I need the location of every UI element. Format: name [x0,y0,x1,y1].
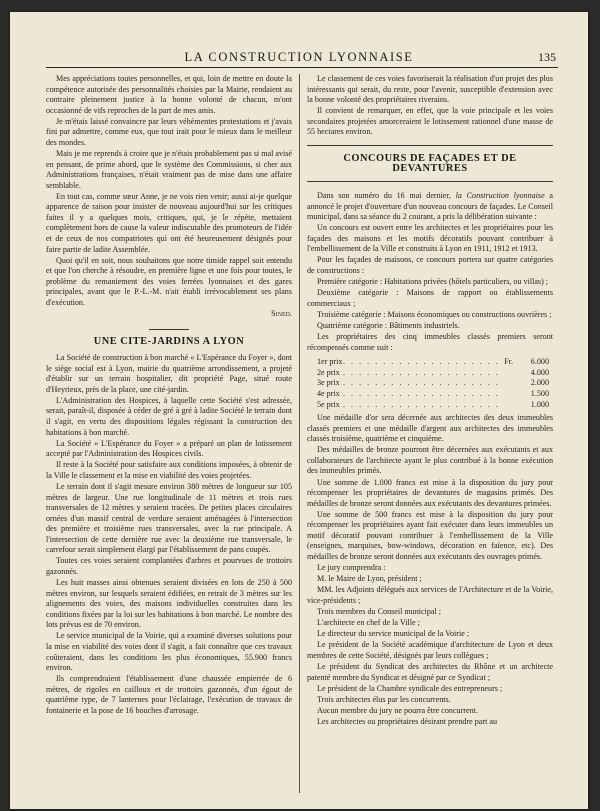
right-column [307,74,553,795]
journal-name-italic: la Construction lyonnaise [455,190,545,200]
article-title-cite-jardins: UNE CITE-JARDINS A LYON [93,335,245,347]
paragraph: Le service municipal de la Voirie, qui a examiné diverses solutions pour la mise en viabilité des voies dont il s'agit, a fait connaître que ces travaux coûteraient, dans les conditions les plus économiques, 55.900 francs environ. [46,631,292,673]
paragraph: Une somme de 500 francs est mise à la disposition du jury pour récompenser les propriétaires ayant fait exécuter dans leurs immeubles un motif décoratif pouvant contribuer à l'embellissement de la Ville (enseignes, marquises, bow-windows, décoration en faïence, etc). Des médailles de bronze seront données aux exécutants des ouvrages primés. [307,509,553,561]
header-rule [46,67,558,68]
prize-row [307,357,553,368]
paragraph: Les architectes ou propriétaires désirant prendre part au [317,717,498,727]
paragraph: Une médaille d'or sera décernée aux architectes des deux immeubles classés premiers et une médaille d'argent aux architectes des immeubles classés troisième, quatrième et cinquième. [307,413,553,444]
prize-rank: 4e prix [317,388,340,398]
paragraph: L'Administration des Hospices, à laquelle cette Société s'est adressée, serait, paraît-il, disposée à céder de gré à gré à ladite Société le terrain dont il s'agit, en vertu des dispositions légales régissant la construction des habitations à bon marché. [46,395,292,437]
paragraph: Des médailles de bronze pourront être décernées aux exécutants et aux collaborateurs de l'architecte ayant le plus contribué à la bonne exécution des immeubles primés. [307,445,553,476]
paragraph: Les propriétaires des cinq immeubles classés premiers seront récompensés comme suit : [307,332,553,352]
prize-list [307,357,553,410]
leader-dots [343,378,499,389]
paragraph: Première catégorie : Habitations privées (hôtels particuliers, ou villas) ; [317,277,549,287]
intro-text-end: a annoncé le projet d'ouverture d'un nouveau concours de façades. Le Conseil municipal, dans sa séance du 2 courant, a pris la délibération suivante : [307,190,553,222]
article-title-concours: CONCOURS DE FAÇADES ET DE DEVANTURES [343,152,517,175]
paragraph: Deuxième catégorie : Maisons de rapport ou établissements commerciaux ; [307,288,553,308]
paragraph: Le jury comprendra : [317,563,386,573]
paragraph: Troisième catégorie : Maisons économiques ou constructions ouvrières ; [317,309,552,319]
paragraph: Trois membres du Conseil municipal ; [317,607,442,617]
intro-paragraph [307,191,553,223]
paragraph: Toutes ces voies seraient complantées d'arbres et pourvues de trottoirs gazonnés. [46,556,292,576]
paragraph: Le président du Syndicat des architectes du Rhône et un architecte patenté membre du Syndicat et désigné par ce Syndicat ; [307,662,553,682]
prize-row [307,389,553,400]
paragraph: En tout cas, comme sœur Anne, je ne vois rien venir; aussi ai-je quelque apparence de raison pour insister de nouveau aujourd'hui sur les critiques faites il y a quelques mois, critiques, qui, je le répète, mettaient complètement hors de cause la valeur indiscutable des promoteurs de l'idée et de ceux de nos compatriotes qui ont été heureusement désignés pour faire partie de ladite Assemblée. [46,191,292,254]
paragraph: Mais je me reprends à croire que je n'étais probablement pas si mal avisé en pensant, de prime abord, que le système des Commissions, si cher aux Administrations françaises, n'était vraiment pas de mise dans une affaire semblable. [46,149,292,190]
title-rule-bottom [307,181,553,182]
page-number: 135 [538,50,556,64]
paragraph: L'architecte en chef de la Ville ; [317,618,420,628]
leader-dots [343,357,499,368]
column-divider [299,74,300,793]
journal-page [10,12,588,809]
prize-amount: 4.000 [530,367,549,377]
paragraph: Le président de la Société académique d'architecture de Lyon et deux membres de cette Société, désignés par leurs collègues ; [307,640,553,661]
prize-rank: 3e prix [317,378,340,388]
paragraph: Il convient de remarquer, en effet, que la voie principale et les voies secondaires projetées amorceraient le lotissement rationnel d'une masse de 55 hectares environ. [307,106,553,137]
prize-row [307,378,553,389]
paragraph: Le classement de ces voies favoriserait la réalisation d'un projet des plus intéressants qui serait, du reste, pour l'avenir, susceptible d'extension avec la bonne volonté des propriétaires riverains. [307,74,553,105]
paragraph: Un concours est ouvert entre les architectes et les propriétaires pour les façades des maisons et les motifs décoratifs pouvant contribuer à l'embellissement de la Ville et construits à Lyon en 1911, 1912 et 1913. [307,223,553,254]
title-rule-top [307,145,553,146]
paragraph: Le président de la Chambre syndicale des entrepreneurs ; [317,683,503,693]
leader-dots [343,368,499,379]
prize-amount: 1.500 [530,388,549,398]
paragraph: Quoi qu'il en soit, nous souhaitons que notre timide rappel soit entendu et que l'on cherche à résoudre, en première ligne et une fois pour toutes, le problème du remaniement des voies ferrées lyonnaises et des gares principales, avant que le P.-L.-M. n'ait établi irrévocablement ses plans d'exécution. [46,255,292,307]
prize-rank: 2e prix [317,367,340,377]
leader-dots [343,389,499,400]
paragraph: Quatrième catégorie : Bâtiments industriels. [317,321,460,331]
paragraph: Le terrain dont il s'agit mesure environ 380 mètres de longueur sur 105 mètres de largeur. Une rue longitudinale de 11 mètres et trois rues transversales de 12 mètres y seraient tracées. De petites places circulaires ornées d'un massif central de verdure seraient aménagées à l'intersection des première et troisième rues transversales, avec la rue principale. A l'intersection de cette dernière rue avec la deuxième rue transversale, le carrefour serait simplement élargi par l'établissement de pans coupés. [46,482,292,555]
prize-amount: 2.000 [530,378,549,388]
running-header [10,50,588,64]
prize-amount: 1.000 [530,399,549,409]
paragraph: Ils comprendraient l'établissement d'une chaussée empierrée de 6 mètres, de rigoles en cailloux et de trottoirs gazonnés, d'un égout de quatrième type, de 7 lanternes pour l'éclairage, l'exécution de travaux de fontainerie et la pose de 16 bouches d'arrosage. [46,674,292,715]
prize-row [307,368,553,379]
paragraph: MM. les Adjoints délégués aux services de l'Architecture et de la Voirie, vice-présidents ; [307,585,553,605]
prize-rank: 5e prix [317,399,340,409]
left-column [46,74,292,795]
paragraph: M. le Maire de Lyon, président ; [317,574,422,584]
journal-title: LA CONSTRUCTION LYONNAISE [184,50,414,64]
paragraph: Les huit masses ainsi obtenues seraient divisées en lots de 250 à 500 mètres environ, sur lesquels seraient édifiées, en retrait de 3 mètres sur les alignements des voies, des maisons individuelles construites dans les conditions fixées par la loi sur les habitations à bon marché. Le nombre des lots prévus est de 70 environ. [46,578,292,630]
prize-currency: Fr. [504,357,513,367]
intro-text-start: Dans son numéro du 16 mai dernier, [317,190,456,200]
leader-dots [343,400,499,411]
paragraph: Une somme de 1.000 francs est mise à la disposition du jury pour récompenser les propriétaires de devantures de magasins primés. Des médailles de bronze seront données aux exécutants des devantures primées. [307,477,553,508]
section-divider [149,329,189,330]
author-signature: Sined. [271,309,292,318]
prize-row [307,400,553,411]
paragraph: Aucun membre du jury ne pourra être concurrent. [317,706,478,716]
paragraph: Mes appréciations toutes personnelles, et qui, loin de mettre en doute la compétence autorisée des personnalités choisies par la Mairie, rendaient au contraire pleinement justice à la bonne volonté de chacun, m'ont occasionné de vifs reproches de la part de mes amis. [46,74,292,115]
paragraph: Le directeur du service municipal de la Voirie ; [317,629,470,639]
paragraph: Il reste à la Société pour satisfaire aux conditions imposées, à obtenir de la Ville le classement et la mise en viabilité des voies projetées. [46,460,292,480]
paragraph: La Société « L'Espérance du Foyer » a préparé un plan de lotissement accepté par l'Administration des Hospices civils. [46,438,292,459]
prize-rank: 1er prix [317,357,343,367]
prize-amount: 6.000 [530,357,549,367]
paragraph: Trois architectes élus par les concurrents. [317,695,451,704]
paragraph: Pour les façades de maisons, ce concours portera sur quatre catégories de constructions : [307,255,553,275]
paragraph: Je m'étais laissé convaincre par leurs véhémentes protestations et j'avais fini par admettre, comme eux, que tout irait pour le mieux dans le meilleur des mondes. [46,116,292,147]
paragraph: La Société de construction à bon marché « L'Espérance du Foyer », dont le siège social est à Lyon, mairie du quatrième arrondissement, a projeté d'établir sur un terrain hospitalier, dit propriété Page, situé route d'Heyrieux, près de la place, une cité-jardin. [46,353,292,394]
